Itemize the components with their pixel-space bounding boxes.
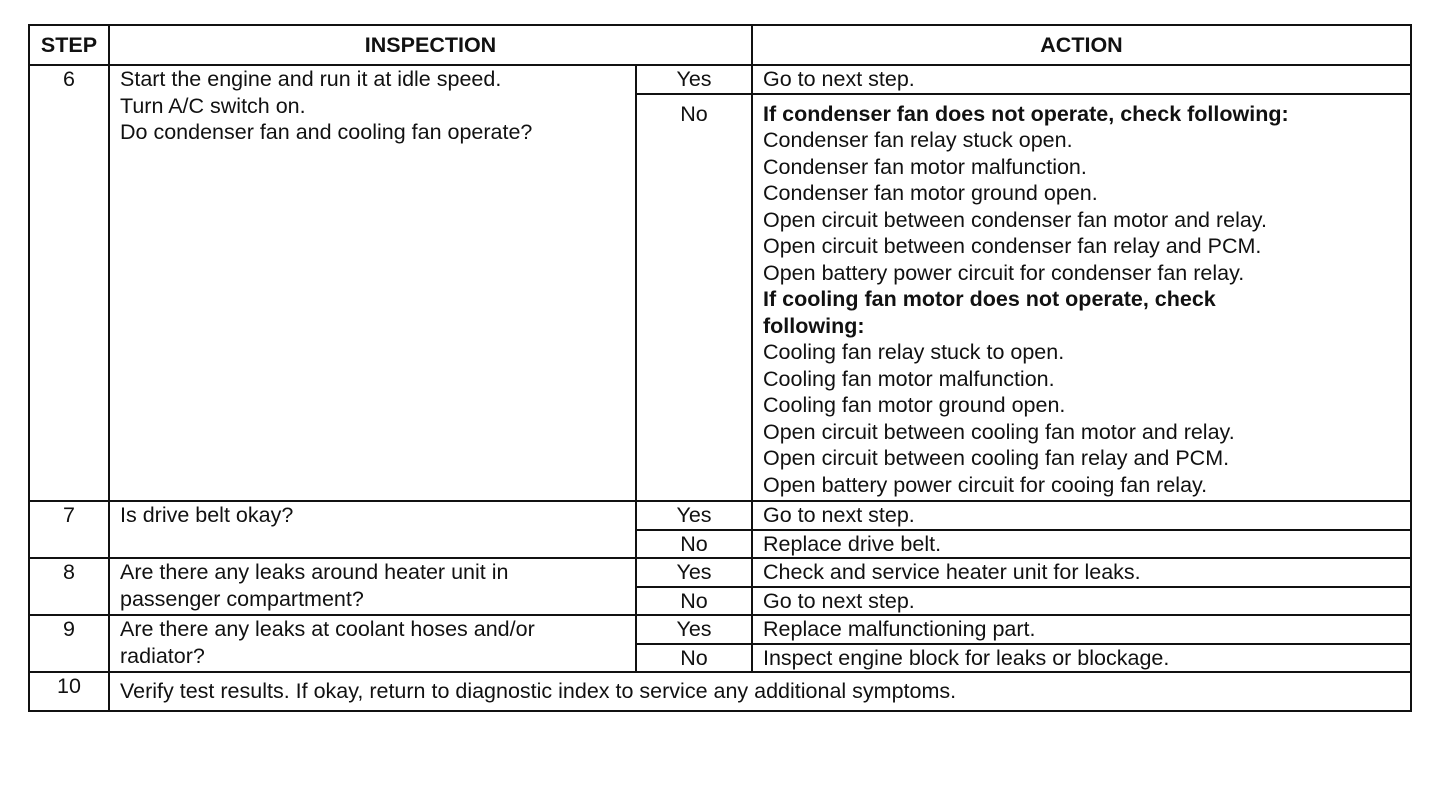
- step-9-yes-row: [29, 615, 1411, 644]
- inspection-text: [109, 65, 636, 501]
- yes-label: Yes: [636, 615, 752, 644]
- step-number: 7: [29, 501, 109, 558]
- inspection-line: Start the engine and run it at idle speed.: [120, 67, 502, 91]
- step-number: 6: [29, 65, 109, 501]
- header-inspection: INSPECTION: [109, 25, 752, 65]
- check-item: Open circuit between condenser fan motor and relay.: [763, 207, 1267, 232]
- check-item: Open circuit between cooling fan motor and relay.: [763, 419, 1235, 444]
- check-item: Open battery power circuit for condenser fan relay.: [763, 260, 1245, 285]
- step-number: 10: [29, 672, 109, 711]
- no-action: [752, 94, 1411, 502]
- yes-action: Go to next step.: [752, 65, 1411, 94]
- diagnostic-table: [28, 24, 1412, 712]
- check-item: Cooling fan motor malfunction.: [763, 366, 1055, 391]
- no-action: Go to next step.: [752, 587, 1411, 616]
- check-item: Condenser fan relay stuck open.: [763, 128, 1073, 152]
- step-number: 8: [29, 558, 109, 615]
- step-7-yes-row: [29, 501, 1411, 530]
- check-heading: If cooling fan motor does not operate, check following:: [763, 287, 1216, 338]
- step-10-row: [29, 672, 1411, 711]
- check-item: Condenser fan motor malfunction.: [763, 154, 1087, 179]
- yes-label: Yes: [636, 65, 752, 94]
- inspection-text: Is drive belt okay?: [109, 501, 636, 558]
- yes-label: Yes: [636, 558, 752, 587]
- header-row: [29, 25, 1411, 65]
- check-item: Cooling fan motor ground open.: [763, 393, 1066, 417]
- yes-action: Go to next step.: [752, 501, 1411, 530]
- no-action: Replace drive belt.: [752, 530, 1411, 559]
- no-label: No: [636, 587, 752, 616]
- no-label: No: [636, 644, 752, 673]
- no-label: No: [636, 94, 752, 502]
- inspection-line: Turn A/C switch on.: [120, 93, 306, 118]
- inspection-text: Verify test results. If okay, return to diagnostic index to service any additional symptoms.: [109, 672, 1411, 711]
- step-number: 9: [29, 615, 109, 672]
- no-action: Inspect engine block for leaks or blockage.: [752, 644, 1411, 673]
- step-8-yes-row: [29, 558, 1411, 587]
- step-6-yes-row: [29, 65, 1411, 94]
- no-label: No: [636, 530, 752, 559]
- header-action: ACTION: [752, 25, 1411, 65]
- check-item: Open battery power circuit for cooing fan relay.: [763, 472, 1208, 497]
- inspection-text: Are there any leaks at coolant hoses and/or radiator?: [109, 615, 636, 672]
- yes-action: Replace malfunctioning part.: [752, 615, 1411, 644]
- header-step: STEP: [29, 25, 109, 65]
- check-item: Cooling fan relay stuck to open.: [763, 340, 1065, 364]
- inspection-text: Are there any leaks around heater unit in passenger compartment?: [109, 558, 636, 615]
- inspection-line: Do condenser fan and cooling fan operate?: [120, 120, 533, 144]
- yes-action: Check and service heater unit for leaks.: [752, 558, 1411, 587]
- check-item: Open circuit between cooling fan relay and PCM.: [763, 446, 1230, 470]
- yes-label: Yes: [636, 501, 752, 530]
- check-item: Open circuit between condenser fan relay and PCM.: [763, 234, 1262, 258]
- check-item: Condenser fan motor ground open.: [763, 181, 1098, 205]
- check-heading: If condenser fan does not operate, check following:: [763, 101, 1289, 126]
